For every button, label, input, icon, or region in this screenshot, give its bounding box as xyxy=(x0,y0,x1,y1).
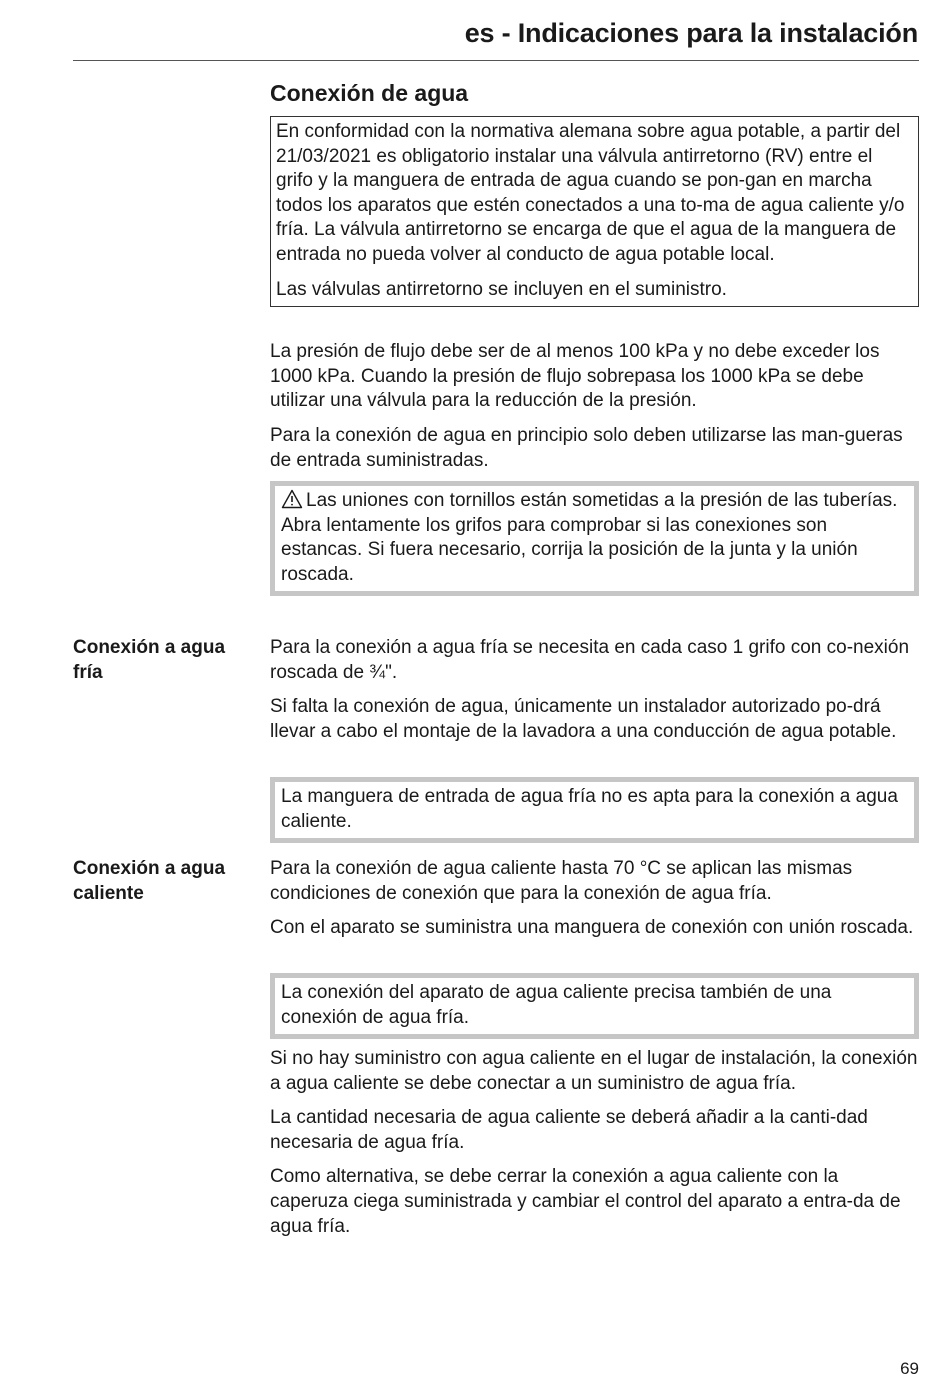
hoses-text: Para la conexión de agua en principio solo deben utilizarse las man-gueras de entrada suministradas. xyxy=(270,425,903,471)
cold-paragraph-1: Para la conexión a agua fría se necesita en cada caso 1 grifo con co-nexión roscada de ¾". xyxy=(270,637,910,683)
cold-note-text: La manguera de entrada de agua fría no es apta para la conexión a agua caliente. xyxy=(281,786,898,832)
hot-label-line-1: Conexión a agua xyxy=(73,858,226,879)
warning-line-2: Abra lentamente los grifos para comprobar si las conexiones son estancas. Si fuera necesario, corrija la posición de la junta y la unión roscada. xyxy=(281,514,858,585)
hot-paragraph-4: La cantidad necesaria de agua caliente se deberá añadir a la canti-dad necesaria de agua fría. xyxy=(270,1107,868,1153)
cold-label-line-1: Conexión a agua xyxy=(73,637,226,658)
page-number: 69 xyxy=(900,1359,919,1378)
cold-water-sidebar-label xyxy=(73,636,253,685)
hot-paragraph-5: Como alternativa, se debe cerrar la conexión a agua caliente con la caperuza ciega suministrada y cambiar el control del aparato a entra-da de agua fría. xyxy=(270,1166,901,1237)
warning-text-1: Las uniones con tornillos están sometidas a la presión de las tuberías. xyxy=(306,490,898,511)
hot-paragraph-2: Con el aparato se suministra una manguera de conexión con unión roscada. xyxy=(270,917,914,939)
section-title: Conexión de agua xyxy=(270,80,469,106)
pressure-text: La presión de flujo debe ser de al menos 100 kPa y no debe exceder los 1000 kPa. Cuando la presión de flujo sobrepasa los 1000 kPa se debe utilizar una válvula para la reducción de la presión. xyxy=(270,341,880,412)
cold-paragraph-2: Si falta la conexión de agua, únicamente un instalador autorizado po-drá llevar a cabo el montaje de la lavadora a una conducción de agua potable. xyxy=(270,696,897,742)
hot-note-text: La conexión del aparato de agua caliente precisa también de una conexión de agua fría. xyxy=(281,982,832,1028)
hot-label-line-2: caliente xyxy=(73,882,144,904)
hot-water-section xyxy=(270,857,919,941)
header-divider xyxy=(73,60,919,61)
pressure-paragraph xyxy=(270,340,919,414)
warning-box xyxy=(270,481,919,596)
page-header-title: es - Indicaciones para la instalación xyxy=(464,18,918,48)
cold-water-section xyxy=(270,636,919,744)
notice-paragraph-2: Las válvulas antirretorno se incluyen en el suministro. xyxy=(276,278,727,300)
hot-water-section-continued xyxy=(270,1047,919,1239)
cold-water-note-box xyxy=(270,777,919,843)
hot-water-sidebar-label xyxy=(73,857,253,906)
hot-water-note-box xyxy=(270,973,919,1039)
regulation-notice-box xyxy=(270,116,919,307)
hot-paragraph-1: Para la conexión de agua caliente hasta 70 °C se aplican las mismas condiciones de conexión que para la conexión de agua fría. xyxy=(270,858,853,904)
hoses-paragraph xyxy=(270,424,919,473)
hot-paragraph-3: Si no hay suministro con agua caliente en el lugar de instalación, la conexión a agua caliente se debe conectar a un suministro de agua fría. xyxy=(270,1048,918,1094)
notice-paragraph-1: En conformidad con la normativa alemana sobre agua potable, a partir del 21/03/2021 es obligatorio instalar una válvula antirretorno (RV) entre el grifo y la manguera de entrada de agua cuando se pon-gan en marcha todos los aparatos que estén conectados a una to-ma de agua caliente y/o fría. La válvula antirretorno se encarga de que el agua de la manguera de entrada no pueda volver al conducto de agua potable local. xyxy=(276,121,905,265)
warning-triangle-icon xyxy=(281,489,303,509)
warning-line-1 xyxy=(281,489,908,514)
cold-label-line-2: fría xyxy=(73,661,103,683)
